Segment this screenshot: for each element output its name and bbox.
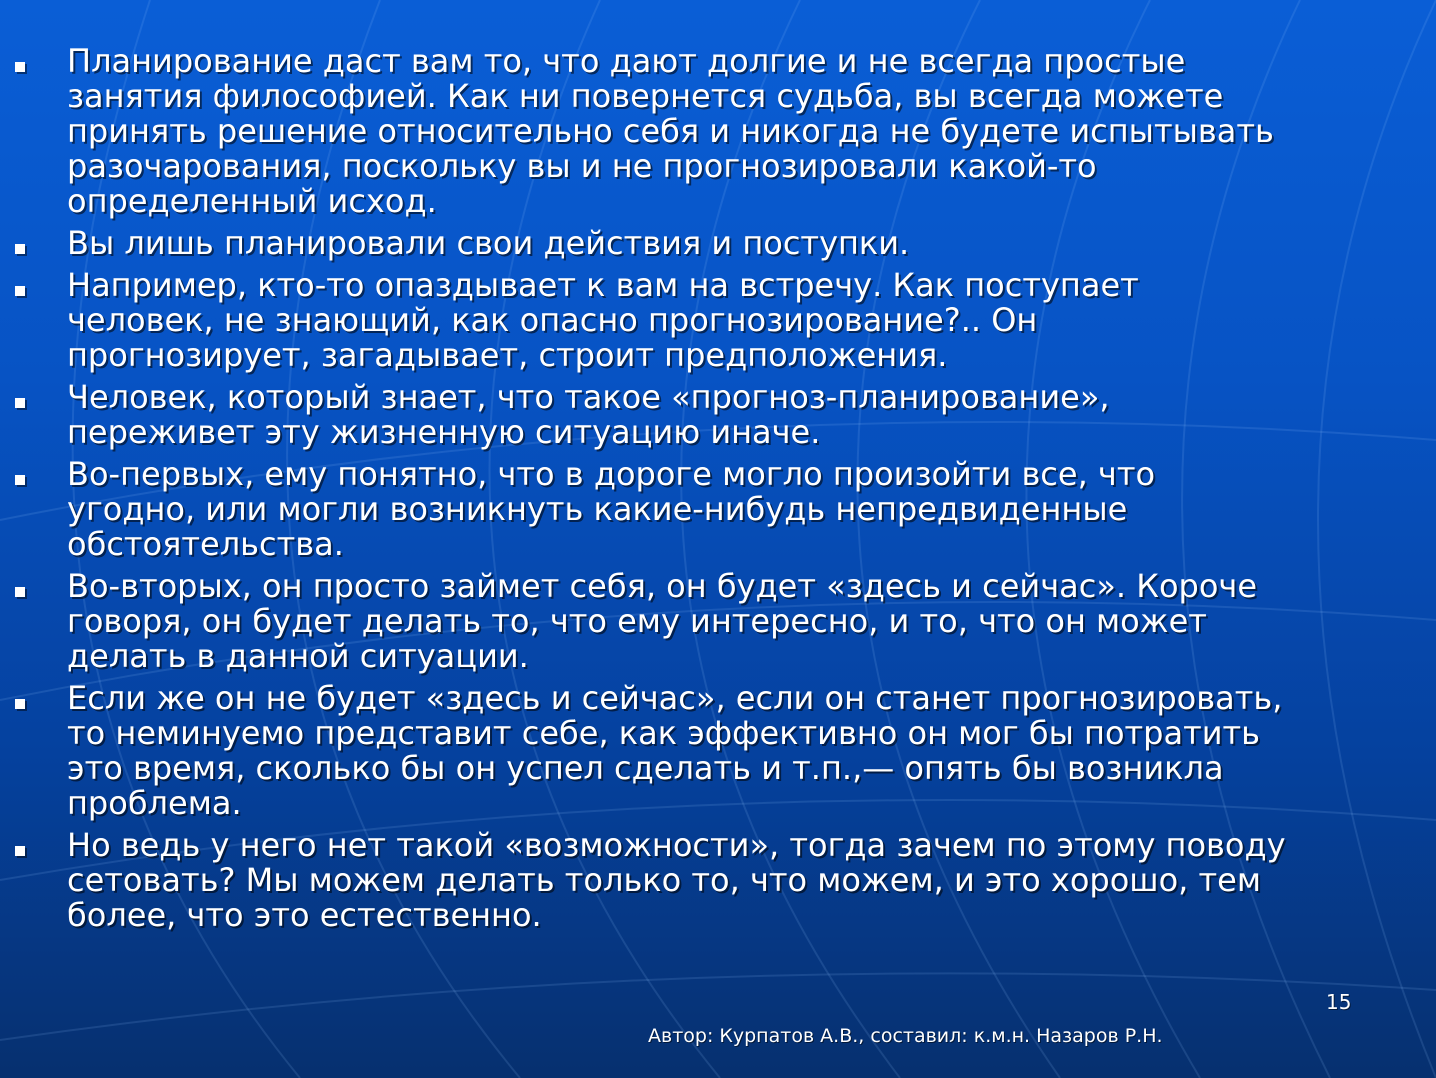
- bullet-list: [10, 44, 1426, 940]
- bullet-square-icon: [15, 62, 25, 72]
- bullet-item: [10, 226, 1426, 261]
- bullet-line: занятия философией. Как ни повернется судьба, вы всегда можете: [67, 77, 1224, 115]
- footer-author: Автор: Курпатов А.В., составил: к.м.н. Назаров Р.Н.: [648, 1025, 1163, 1047]
- bullet-line: говоря, он будет делать то, что ему интересно, и то, что он может: [67, 602, 1207, 640]
- bullet-line: это время, сколько бы он успел сделать и т.п.,— опять бы возникла: [67, 749, 1224, 787]
- bullet-square-icon: [15, 286, 25, 296]
- bullet-line: сетовать? Мы можем делать только то, что можем, и это хорошо, тем: [67, 861, 1261, 899]
- bullet-line: обстоятельства.: [67, 525, 344, 563]
- bullet-line: делать в данной ситуации.: [67, 637, 529, 675]
- bullet-line: переживет эту жизненную ситуацию иначе.: [67, 413, 821, 451]
- bullet-item: [10, 681, 1426, 821]
- bullet-line: проблема.: [67, 784, 242, 822]
- bullet-line: то неминуемо представит себе, как эффективно он мог бы потратить: [67, 714, 1261, 752]
- bullet-line: Во-вторых, он просто займет себя, он будет «здесь и сейчас». Короче: [67, 567, 1258, 605]
- bullet-square-icon: [15, 398, 25, 408]
- slide-number: 15: [1326, 990, 1352, 1014]
- bullet-square-icon: [15, 699, 25, 709]
- bullet-line: более, что это естественно.: [67, 896, 542, 934]
- bullet-line: человек, не знающий, как опасно прогнозирование?.. Он: [67, 301, 1038, 339]
- bullet-item: [10, 457, 1426, 562]
- bullet-line: угодно, или могли возникнуть какие-нибудь непредвиденные: [67, 490, 1128, 528]
- bullet-line: Например, кто-то опаздывает к вам на встречу. Как поступает: [67, 266, 1139, 304]
- bullet-square-icon: [15, 244, 25, 254]
- bullet-line: Если же он не будет «здесь и сейчас», если он станет прогнозировать,: [67, 679, 1283, 717]
- bullet-square-icon: [15, 846, 25, 856]
- bullet-line: Во-первых, ему понятно, что в дороге могло произойти все, что: [67, 455, 1156, 493]
- bullet-square-icon: [15, 475, 25, 485]
- bullet-line: Человек, который знает, что такое «прогноз-планирование»,: [67, 378, 1110, 416]
- bullet-item: [10, 44, 1426, 219]
- bullet-item: [10, 569, 1426, 674]
- bullet-line: Планирование даст вам то, что дают долгие и не всегда простые: [67, 42, 1186, 80]
- bullet-line: прогнозирует, загадывает, строит предположения.: [67, 336, 948, 374]
- bullet-line: Вы лишь планировали свои действия и поступки.: [67, 224, 910, 262]
- bullet-line: принять решение относительно себя и никогда не будете испытывать: [67, 112, 1274, 150]
- bullet-line: определенный исход.: [67, 182, 437, 220]
- bullet-line: Но ведь у него нет такой «возможности», тогда зачем по этому поводу: [67, 826, 1286, 864]
- bullet-line: разочарования, поскольку вы и не прогнозировали какой-то: [67, 147, 1097, 185]
- bullet-item: [10, 828, 1426, 933]
- bullet-square-icon: [15, 587, 25, 597]
- bullet-item: [10, 380, 1426, 450]
- bullet-item: [10, 268, 1426, 373]
